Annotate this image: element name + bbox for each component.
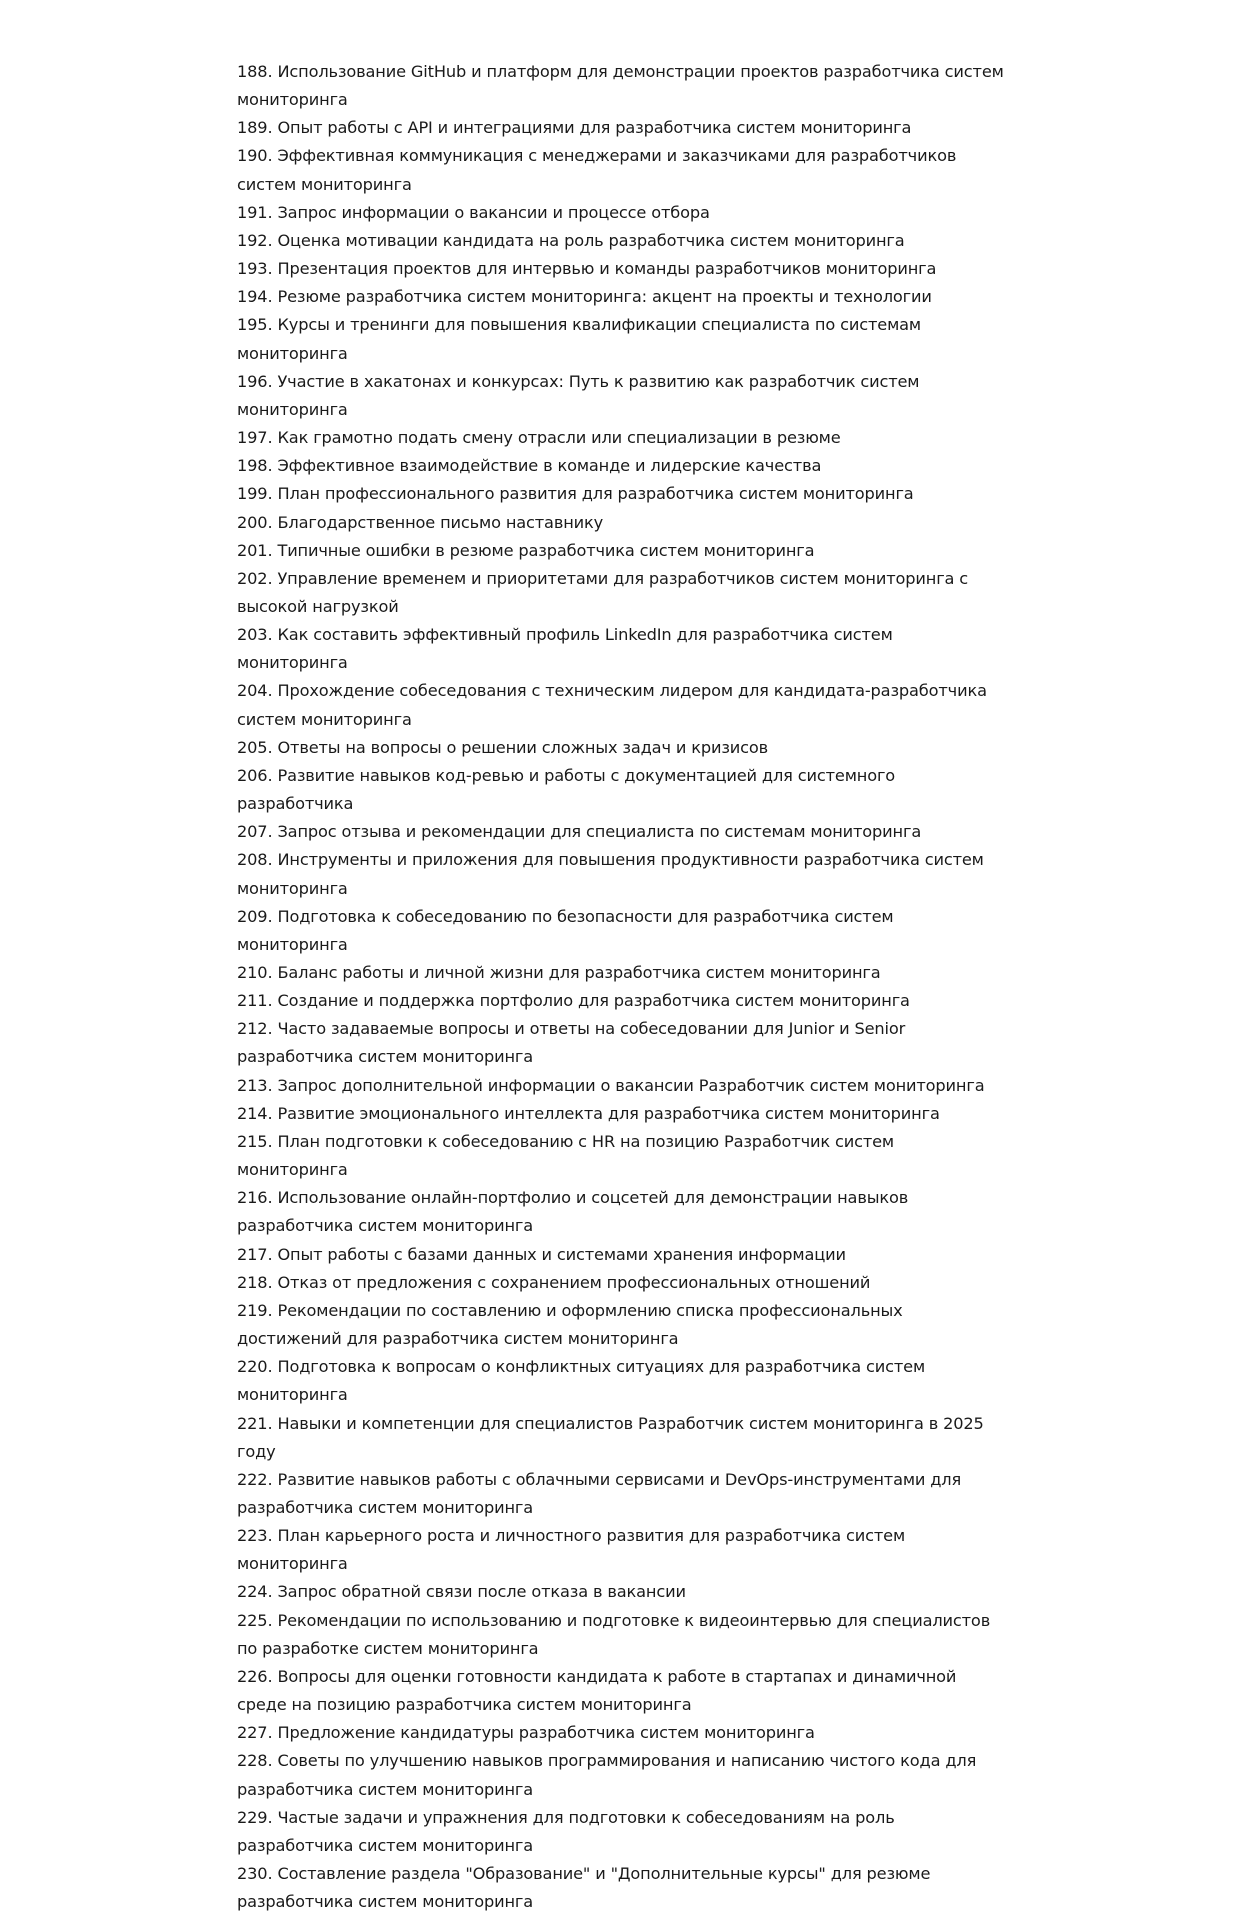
item-text: Эффективная коммуникация с менеджерами и заказчиками для разработчиков систем мониторинга — [237, 146, 957, 194]
item-text: Навыки и компетенции для специалистов Разработчик систем мониторинга в 2025 году — [237, 1413, 984, 1461]
item-number: 223. — [237, 1526, 273, 1546]
item-number: 220. — [237, 1357, 273, 1377]
item-number: 192. — [237, 230, 273, 250]
item-text: Использование GitHub и платформ для демонстрации проектов разработчика систем мониторинга — [237, 62, 1004, 110]
list-item — [237, 283, 1007, 311]
item-number: 200. — [237, 512, 273, 532]
item-text: Резюме разработчика систем мониторинга: акцент на проекты и технологии — [277, 287, 932, 307]
item-number: 213. — [237, 1075, 273, 1095]
list-item — [237, 987, 1007, 1015]
item-text: Развитие навыков работы с облачными сервисами и DevOps-инструментами для разработчика систем мониторинга — [237, 1469, 962, 1517]
item-text: Баланс работы и личной жизни для разработчика систем мониторинга — [277, 963, 881, 982]
list-item — [237, 1578, 1007, 1606]
item-number: 204. — [237, 681, 273, 701]
list-item — [237, 565, 1007, 621]
item-number: 225. — [237, 1610, 273, 1630]
item-text: Составление раздела "Образование" и "Дополнительные курсы" для резюме разработчика систем мониторинга — [237, 1864, 931, 1912]
list-item — [237, 199, 1007, 227]
item-text: Управление временем и приоритетами для разработчиков систем мониторинга с высокой нагрузкой — [237, 568, 969, 616]
item-number: 197. — [237, 428, 273, 448]
list-item — [237, 480, 1007, 508]
list-item — [237, 1072, 1007, 1100]
list-item — [237, 537, 1007, 565]
list-item — [237, 1015, 1007, 1071]
item-number: 228. — [237, 1751, 273, 1771]
item-text: Запрос информации о вакансии и процессе отбора — [277, 202, 710, 222]
item-text: Использование онлайн-портфолио и соцсетей для демонстрации навыков разработчика систем мониторинга — [237, 1188, 909, 1236]
list-item — [237, 142, 1007, 198]
item-number: 195. — [237, 315, 273, 335]
item-text: Эффективное взаимодействие в команде и лидерские качества — [277, 456, 822, 476]
item-number: 199. — [237, 484, 273, 504]
item-text: Рекомендации по составлению и оформлению списка профессиональных достижений для разработчика систем мониторинга — [237, 1300, 903, 1349]
item-number: 188. — [237, 62, 273, 81]
item-text: Прохождение собеседования с техническим лидером для кандидата-разработчика систем мониторинга — [237, 681, 987, 729]
list-item — [237, 1269, 1007, 1297]
list-item — [237, 1410, 1007, 1466]
list-item — [237, 424, 1007, 452]
item-text: Запрос дополнительной информации о вакансии Разработчик систем мониторинга — [277, 1075, 985, 1095]
item-text: Советы по улучшению навыков программирования и написанию чистого кода для разработчика систем мониторинга — [237, 1751, 977, 1799]
list-item — [237, 621, 1007, 677]
item-text: Развитие навыков код-ревью и работы с документацией для системного разработчика — [237, 765, 896, 814]
item-text: Рекомендации по использованию и подготовке к видеоинтервью для специалистов по разработке систем мониторинга — [237, 1610, 991, 1658]
item-number: 215. — [237, 1131, 273, 1151]
item-text: Опыт работы с базами данных и системами хранения информации — [277, 1244, 846, 1264]
item-number: 211. — [237, 991, 273, 1011]
list-item — [237, 903, 1007, 959]
item-number: 218. — [237, 1272, 273, 1292]
list-item — [237, 311, 1007, 367]
item-text: Типичные ошибки в резюме разработчика систем мониторинга — [277, 540, 815, 560]
list-item — [237, 1607, 1007, 1663]
list-item — [237, 1353, 1007, 1409]
item-number: 206. — [237, 765, 273, 785]
item-number: 226. — [237, 1666, 273, 1686]
item-number: 201. — [237, 540, 273, 560]
list-item — [237, 1804, 1007, 1860]
list-item — [237, 1184, 1007, 1240]
item-number: 189. — [237, 118, 273, 138]
item-number: 230. — [237, 1864, 273, 1883]
item-number: 209. — [237, 906, 273, 926]
list-item — [237, 255, 1007, 283]
list-item — [237, 846, 1007, 902]
list-item — [237, 509, 1007, 537]
list-item — [237, 677, 1007, 733]
list-item — [237, 452, 1007, 480]
item-text: Вопросы для оценки готовности кандидата к работе в стартапах и динамичной среде на позицию разработчика систем мониторинга — [237, 1666, 957, 1715]
item-text: Отказ от предложения с сохранением профессиональных отношений — [277, 1272, 871, 1292]
list-item — [237, 114, 1007, 142]
list-item — [237, 734, 1007, 762]
item-number: 208. — [237, 850, 273, 870]
list-item — [237, 1522, 1007, 1578]
item-number: 190. — [237, 146, 273, 166]
item-number: 194. — [237, 287, 273, 307]
item-text: Создание и поддержка портфолио для разработчика систем мониторинга — [277, 991, 910, 1011]
list-item — [237, 227, 1007, 255]
item-number: 214. — [237, 1103, 273, 1123]
item-text: План подготовки к собеседованию с HR на позицию Разработчик систем мониторинга — [237, 1131, 894, 1180]
list-item — [237, 1860, 1007, 1916]
list-item — [237, 58, 1007, 114]
item-text: Участие в хакатонах и конкурсах: Путь к развитию как разработчик систем мониторинга — [237, 371, 920, 419]
list-item — [237, 959, 1007, 987]
item-number: 221. — [237, 1413, 273, 1433]
item-number: 205. — [237, 737, 273, 757]
item-number: 203. — [237, 625, 273, 645]
item-number: 222. — [237, 1469, 273, 1489]
item-number: 212. — [237, 1019, 273, 1039]
item-text: Презентация проектов для интервью и команды разработчиков мониторинга — [277, 259, 937, 279]
list-item — [237, 1297, 1007, 1353]
list-item — [237, 1241, 1007, 1269]
list-item — [237, 1663, 1007, 1719]
item-text: Опыт работы с API и интеграциями для разработчика систем мониторинга — [277, 118, 912, 138]
item-number: 216. — [237, 1188, 273, 1208]
item-text: Подготовка к вопросам о конфликтных ситуациях для разработчика систем мониторинга — [237, 1357, 926, 1405]
item-number: 219. — [237, 1300, 273, 1320]
list-item — [237, 1747, 1007, 1803]
item-text: Ответы на вопросы о решении сложных задач и кризисов — [277, 737, 769, 757]
item-text: Курсы и тренинги для повышения квалификации специалиста по системам мониторинга — [237, 315, 921, 363]
item-number: 224. — [237, 1582, 273, 1602]
item-text: Частые задачи и упражнения для подготовки к собеседованиям на роль разработчика систем мониторинга — [237, 1807, 895, 1855]
item-text: Часто задаваемые вопросы и ответы на собеседовании для Junior и Senior разработчика систем мониторинга — [237, 1019, 906, 1067]
list-item — [237, 1466, 1007, 1522]
item-text: Оценка мотивации кандидата на роль разработчика систем мониторинга — [277, 230, 905, 250]
item-number: 193. — [237, 259, 273, 279]
list-item — [237, 1128, 1007, 1184]
item-text: Развитие эмоционального интеллекта для разработчика систем мониторинга — [277, 1103, 940, 1123]
item-number: 198. — [237, 456, 273, 476]
item-text: Подготовка к собеседованию по безопасности для разработчика систем мониторинга — [237, 906, 894, 954]
item-text: Как составить эффективный профиль LinkedIn для разработчика систем мониторинга — [237, 625, 893, 673]
item-text: Запрос обратной связи после отказа в вакансии — [277, 1582, 686, 1602]
item-number: 227. — [237, 1723, 273, 1743]
list-item — [237, 818, 1007, 846]
item-text: Предложение кандидатуры разработчика систем мониторинга — [277, 1723, 815, 1743]
item-number: 217. — [237, 1244, 273, 1264]
list-item — [237, 368, 1007, 424]
item-text: План профессионального развития для разработчика систем мониторинга — [277, 484, 914, 504]
item-number: 202. — [237, 568, 273, 588]
list-item — [237, 1100, 1007, 1128]
item-number: 210. — [237, 963, 273, 982]
item-number: 207. — [237, 822, 273, 842]
item-number: 196. — [237, 371, 273, 391]
item-text: Инструменты и приложения для повышения продуктивности разработчика систем мониторинга — [237, 850, 984, 898]
item-number: 229. — [237, 1807, 273, 1827]
list-item — [237, 762, 1007, 818]
item-number: 191. — [237, 202, 273, 222]
item-text: Благодарственное письмо наставнику — [277, 512, 604, 532]
numbered-topic-list — [237, 58, 1007, 1916]
item-text: Как грамотно подать смену отрасли или специализации в резюме — [277, 428, 841, 448]
item-text: План карьерного роста и личностного развития для разработчика систем мониторинга — [237, 1526, 906, 1574]
list-item — [237, 1719, 1007, 1747]
item-text: Запрос отзыва и рекомендации для специалиста по системам мониторинга — [277, 822, 922, 842]
